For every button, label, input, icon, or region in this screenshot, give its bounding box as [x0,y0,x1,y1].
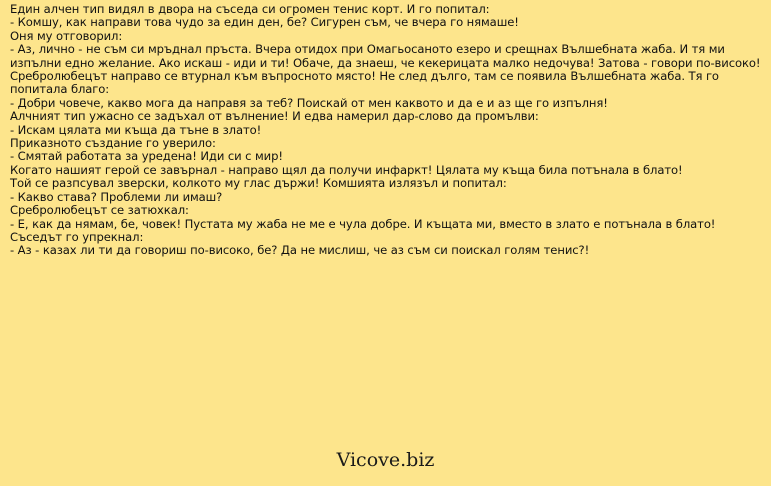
joke-line: - Смятай работата за уредена! Иди си с мир! [10,149,283,164]
joke-line: Оня му отговорил: [10,28,123,43]
site-watermark: Vicove.biz [336,449,435,471]
joke-line: - Е, как да нямам, бе, човек! Пустата му жаба не ме е чула добре. И къщата ми, вместо в злато е потънала в блато! [10,216,716,231]
joke-line: - Комшу, как направи това чудо за един ден, бе? Сигурен съм, че вчера го нямаше! [10,15,519,30]
joke-line: - Добри човече, какво мога да направя за теб? Поискай от мен каквото и да е и аз ще го изпълня! [10,95,608,110]
joke-line: Съседът го упрекнал: [10,229,144,244]
joke-line: Той се разпсувал зверски, колкото му глас държи! Комшията излязъл и попитал: [10,176,507,191]
joke-line: - Аз - казах ли ти да говориш по-високо, бе? Да не мислиш, че аз съм си поискал голям тенис?! [10,243,590,258]
joke-line: Когато нашият герой се завърнал - направо щял да получи инфаркт! Цялата му къща била потънала в блато! [10,162,683,177]
joke-line: - Искам цялата ми къща да тъне в злато! [10,122,262,137]
joke-line: - Какво става? Проблеми ли имаш? [10,189,223,204]
joke-line: Сребролюбецът направо се втурнал към въпросното място! Не след дълго, там се появила Вълшебната жаба. Тя го попитала благо: [10,69,719,97]
joke-line: Приказното създание го уверило: [10,136,216,151]
joke-line: Един алчен тип видял в двора на съседа си огромен тенис корт. И го попитал: [10,2,490,16]
joke-text [10,3,762,258]
joke-line: Сребролюбецът се затюхкал: [10,203,189,218]
joke-line: Алчният тип ужасно се задъхал от вълнение! И едва намерил дар-слово да промълви: [10,109,539,124]
joke-line: - Аз, лично - не съм си мръднал пръста. Вчера отидох при Омагьосаното езеро и срещнах Вълшебната жаба. И тя ми изпълни едно желание. Ако искаш - иди и ти! Обаче, да знаеш, че кекерицата малко недочува! Затова - говори по-високо! [10,42,761,70]
